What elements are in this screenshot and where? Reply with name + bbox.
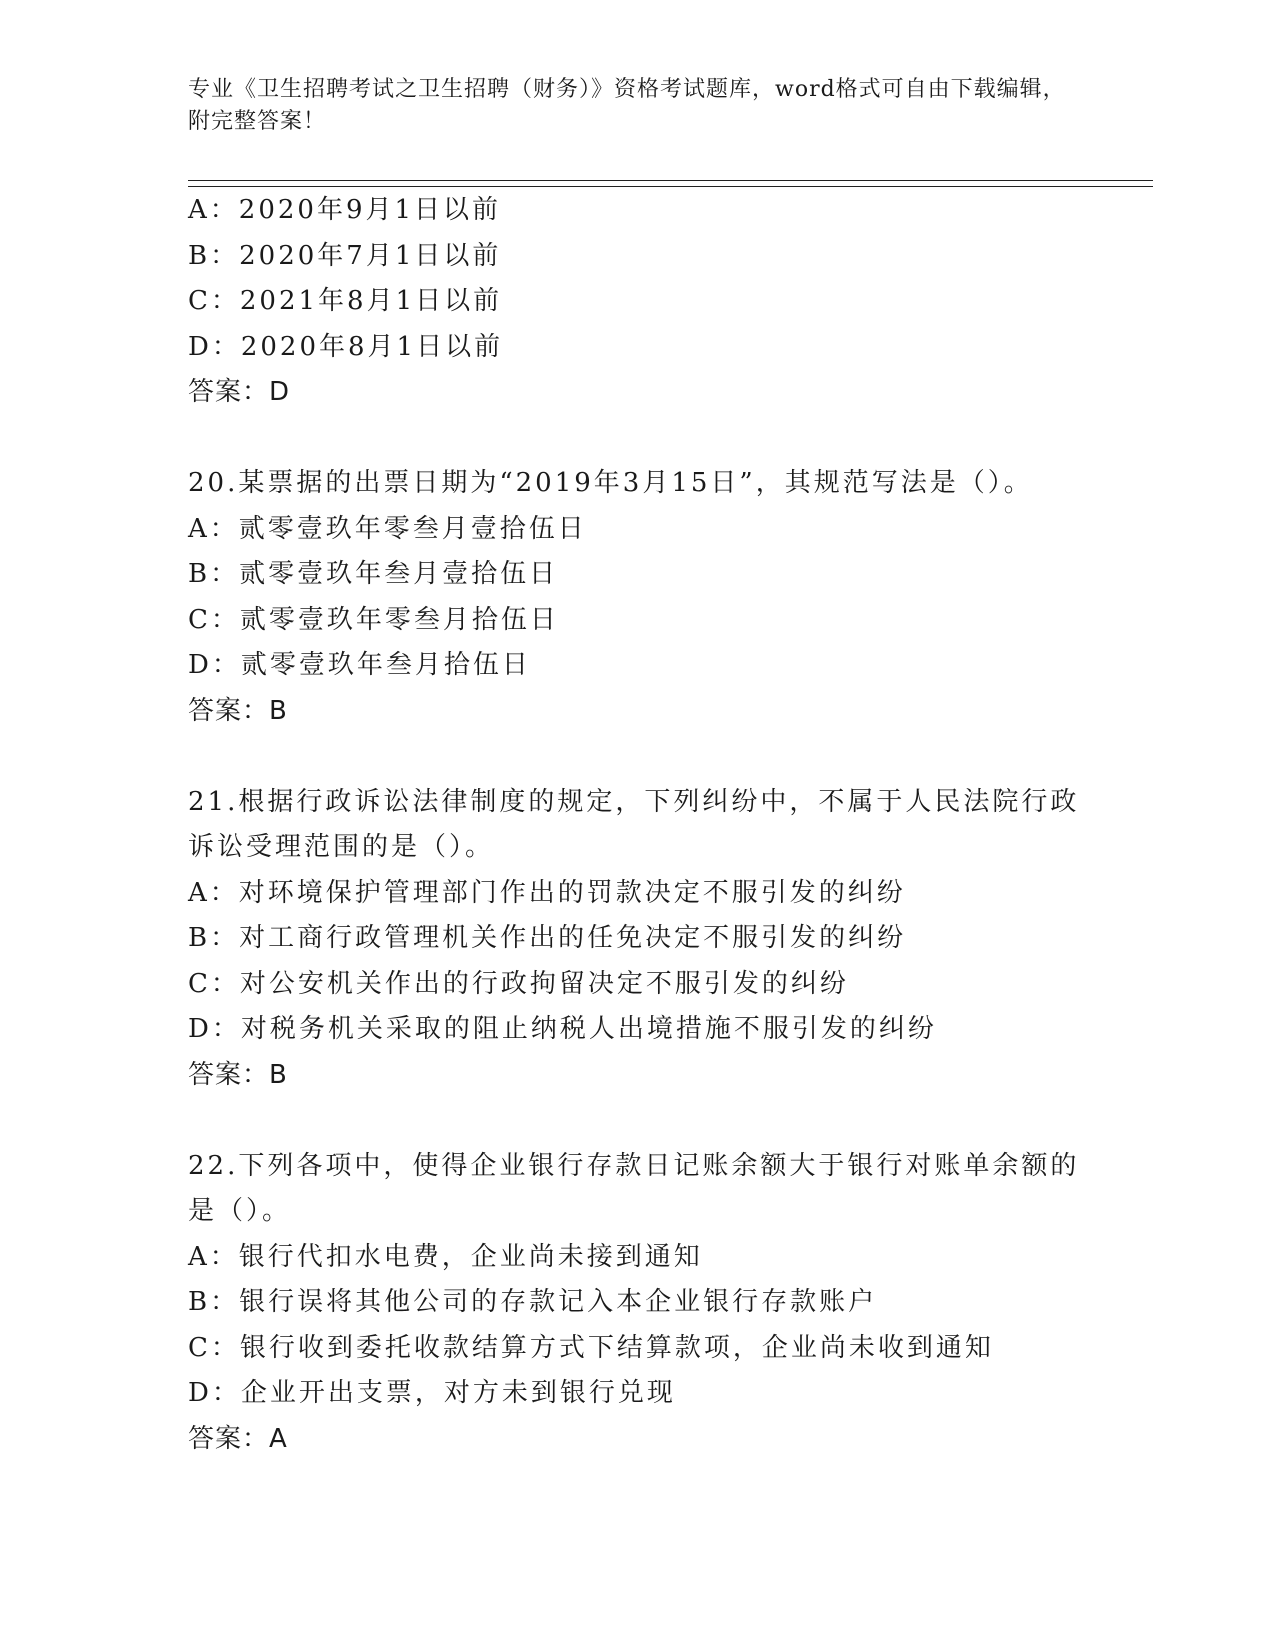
- option-a: A：对环境保护管理部门作出的罚款决定不服引发的纠纷: [188, 877, 906, 908]
- option-b: B：2020年7月1日以前: [188, 240, 502, 271]
- option-b: B：银行误将其他公司的存款记入本企业银行存款账户: [188, 1287, 878, 1317]
- question-20: [188, 461, 1088, 734]
- answer-label: 答案：B: [188, 1059, 288, 1090]
- option-d: D：贰零壹玖年叁月拾伍日: [188, 650, 531, 680]
- option-c: C：2021年8月1日以前: [188, 286, 503, 316]
- spacer: [188, 1098, 1088, 1144]
- question-21: [188, 780, 1088, 1099]
- question-22: [188, 1144, 1088, 1463]
- answer-label: 答案：A: [188, 1423, 288, 1454]
- option-d: D：2020年8月1日以前: [188, 331, 504, 362]
- document-header: 专业《卫生招聘考试之卫生招聘（财务）》资格考试题库，word格式可自由下载编辑，附完整答案！: [188, 77, 1066, 134]
- option-d: D：对税务机关采取的阻止纳税人出境措施不服引发的纠纷: [188, 1014, 937, 1044]
- question-stem: 20.某票据的出票日期为“2019年3月15日”，其规范写法是（）。: [188, 468, 1033, 498]
- spacer: [188, 734, 1088, 780]
- option-d: D：企业开出支票，对方未到银行兑现: [188, 1378, 676, 1408]
- question-stem-line-1: 22.下列各项中，使得企业银行存款日记账余额大于银行对账单余额的: [188, 1150, 1080, 1181]
- option-a: A：贰零壹玖年零叁月壹拾伍日: [188, 513, 587, 544]
- question-stem-line-2: 是（）。: [188, 1196, 292, 1226]
- spacer: [188, 416, 1088, 462]
- answer-label: 答案：B: [188, 695, 288, 726]
- option-b: B：对工商行政管理机关作出的任免决定不服引发的纠纷: [188, 923, 907, 953]
- option-a: A：银行代扣水电费，企业尚未接到通知: [188, 1241, 703, 1272]
- answer-label: 答案：D: [188, 377, 291, 407]
- question-19: [188, 188, 1088, 416]
- header-divider: [188, 180, 1153, 187]
- option-c: C：银行收到委托收款结算方式下结算款项，企业尚未收到通知: [188, 1332, 994, 1363]
- option-b: B：贰零壹玖年叁月壹拾伍日: [188, 559, 559, 589]
- question-stem-line-1: 21.根据行政诉讼法律制度的规定，下列纠纷中，不属于人民法院行政: [188, 786, 1080, 817]
- question-list: [188, 188, 1088, 1462]
- option-a: A：2020年9月1日以前: [188, 195, 502, 225]
- option-c: C：贰零壹玖年零叁月拾伍日: [188, 604, 559, 635]
- option-c: C：对公安机关作出的行政拘留决定不服引发的纠纷: [188, 968, 849, 999]
- question-stem-line-2: 诉讼受理范围的是（）。: [188, 832, 495, 862]
